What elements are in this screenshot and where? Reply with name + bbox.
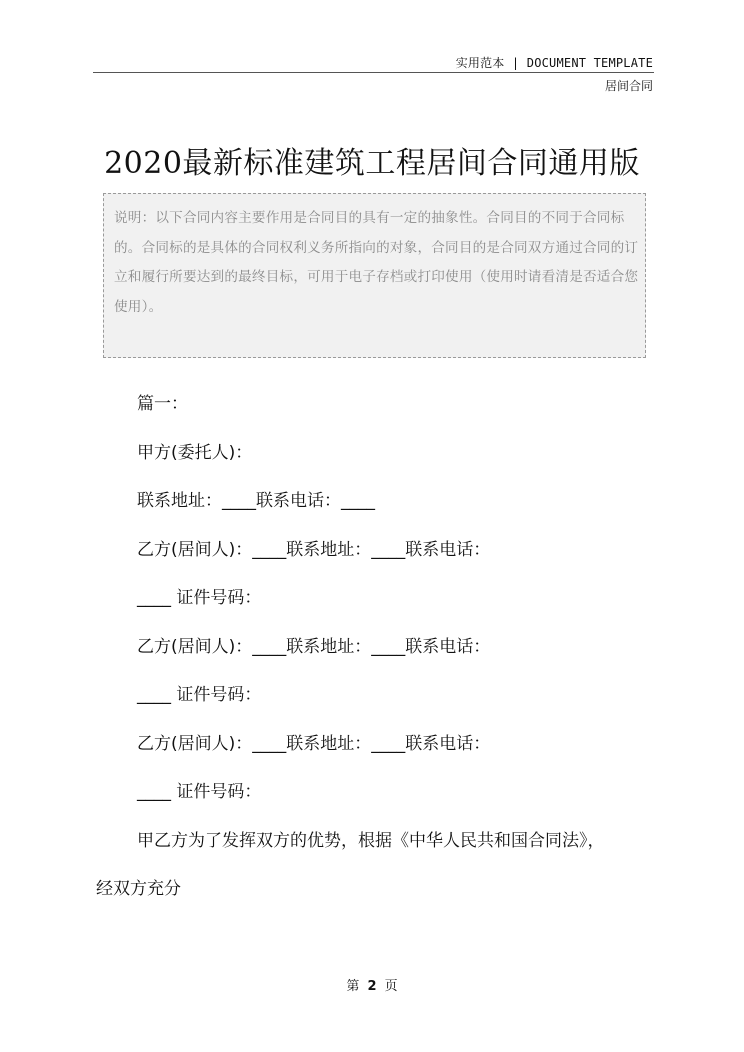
contract-body <box>96 389 656 923</box>
body-line-party-b-1: 乙方(居间人)：____联系地址：____联系电话： <box>137 539 491 560</box>
page-number: 2 <box>367 979 377 994</box>
document-title: 2020最新标准建筑工程居间合同通用版 <box>104 146 640 181</box>
body-line-preamble-continued: 经双方充分 <box>96 879 181 899</box>
body-line-party-b-1-id: ____ 证件号码： <box>137 588 262 608</box>
body-line-party-b-3: 乙方(居间人)：____联系地址：____联系电话： <box>137 733 491 754</box>
header-doc-category-label: 居间合同 <box>604 79 653 93</box>
body-line-party-b-3-id: ____ 证件号码： <box>137 782 262 802</box>
body-line-party-b-2: 乙方(居间人)：____联系地址：____联系电话： <box>137 636 491 657</box>
body-line-preamble: 甲乙方为了发挥双方的优势，根据《中华人民共和国合同法》， <box>137 830 605 851</box>
body-line-party-a: 甲方(委托人)： <box>137 442 253 463</box>
description-note-box: 说明：以下合同内容主要作用是合同目的具有一定的抽象性。合同目的不同于合同标的。合同标的是具体的合同权利义务所指向的对象，合同目的是合同双方通过合同的订立和履行所要达到的最终目标，可用于电子存档或打印使用（使用时请看清是否适合您使用）。 <box>103 193 646 358</box>
body-line-party-b-2-id: ____ 证件号码： <box>137 685 262 705</box>
footer-suffix: 页 <box>384 979 398 994</box>
page-footer <box>0 975 744 994</box>
body-line-party-a-contact: 联系地址：____联系电话：____ <box>137 491 375 511</box>
body-line-section-heading: 篇一： <box>137 394 188 414</box>
header-doc-template-label: 实用范本 | DOCUMENT TEMPLATE <box>455 56 653 70</box>
footer-prefix: 第 <box>346 979 360 994</box>
header-divider <box>93 72 654 73</box>
